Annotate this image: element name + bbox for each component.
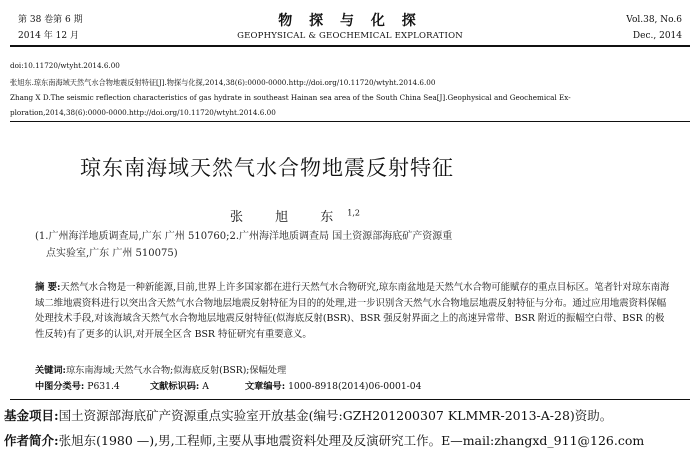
keywords-text: 琼东南海域;天然气水合物;似海底反射(BSR);保幅处理 (65, 365, 287, 376)
clc-label: 中图分类号: (35, 381, 85, 392)
date-cn: 2014 年 12 月 (18, 31, 79, 41)
doc-code-label: 文献标识码: (150, 381, 200, 392)
doi-line: doi:10.11720/wtyht.2014.6.00 (10, 61, 120, 70)
citation-en-2: ploration,2014,38(6):0000-0000.http://doi.org/10.11720/wtyht.2014.6.00 (10, 108, 276, 117)
volume-en: Vol.38, No.6 (626, 15, 682, 25)
affiliation-line-2: 点实验室,广东 广州 510075) (46, 248, 178, 259)
keywords-line (35, 362, 286, 376)
clc-line (35, 378, 120, 392)
article-no-value: 1000-8918(2014)06-0001-04 (288, 381, 422, 392)
doc-code-line (150, 378, 209, 392)
author-bio-note (4, 430, 644, 452)
journal-title-cn: 物 探 与 化 探 (278, 13, 422, 29)
keywords-label: 关键词: (35, 365, 66, 376)
citation-en-1: Zhang X D.The seismic reflection characteristics of gas hydrate in southeast Hainan sea area of the South China Sea[J].Geophysical and Geochemical Ex- (10, 93, 571, 102)
volume-cn: 第 38 卷第 6 期 (18, 15, 83, 25)
journal-title-en: GEOPHYSICAL & GEOCHEMICAL EXPLORATION (237, 31, 463, 41)
article-title: 琼东南海域天然气水合物地震反射特征 (80, 156, 454, 180)
author-name-text: 张 旭 东 (230, 210, 348, 225)
abstract-label: 摘 要: (35, 282, 61, 293)
footer-rule (10, 399, 690, 400)
article-no-label: 文章编号: (245, 381, 286, 392)
date-en: Dec., 2014 (632, 31, 682, 41)
author-bio-label: 作者简介: (4, 433, 59, 448)
clc-value: P631.4 (87, 381, 120, 392)
fund-note (4, 405, 612, 427)
fund-text: 国土资源部海底矿产资源重点实验室开放基金(编号:GZH201200307 KLMMR-2013-A-28)资助。 (58, 408, 613, 423)
citation-rule (10, 121, 690, 122)
abstract (35, 280, 670, 342)
author-name (230, 206, 360, 225)
article-no-line (245, 378, 421, 392)
citation-cn: 张旭东.琼东南海域天然气水合物地震反射特征[J].物探与化探,2014,38(6):0000-0000.http://doi.org/10.11720/wtyht.2014.6.00 (10, 78, 436, 87)
abstract-text: 天然气水合物是一种新能源,目前,世界上许多国家都在进行天然气水合物研究,琼东南盆地是天然气水合物可能赋存的重点目标区。笔者针对琼东南海域二维地震资料进行以突出含天然气水合物地层地震反射特征为目的的处理,进一步识别含天然气水合物地层地震反射特征与分布。通过应用地震资料保幅处理技术手段,对该海域含天然气水合物地层地震反射特征(似海底反射(BSR)、BSR 强反射界面之上的高速异常带、BSR 附近的振幅空白带、BSR 的极性反转)有了更多的认识,对开展全区含 BSR 特征研究有重要意义。 (35, 282, 670, 340)
affiliation-line-1: (1.广州海洋地质调查局,广东 广州 510760;2.广州海洋地质调查局 国土资源部海底矿产资源重 (35, 231, 453, 242)
author-bio-text: 张旭东(1980 —),男,工程师,主要从事地震资料处理及反演研究工作。E—mail:zhangxd_911@126.com (58, 433, 645, 448)
author-affil-sup: 1,2 (347, 208, 360, 218)
doc-code-value: A (202, 381, 209, 392)
header-rule (10, 45, 690, 47)
fund-label: 基金项目: (4, 408, 59, 423)
